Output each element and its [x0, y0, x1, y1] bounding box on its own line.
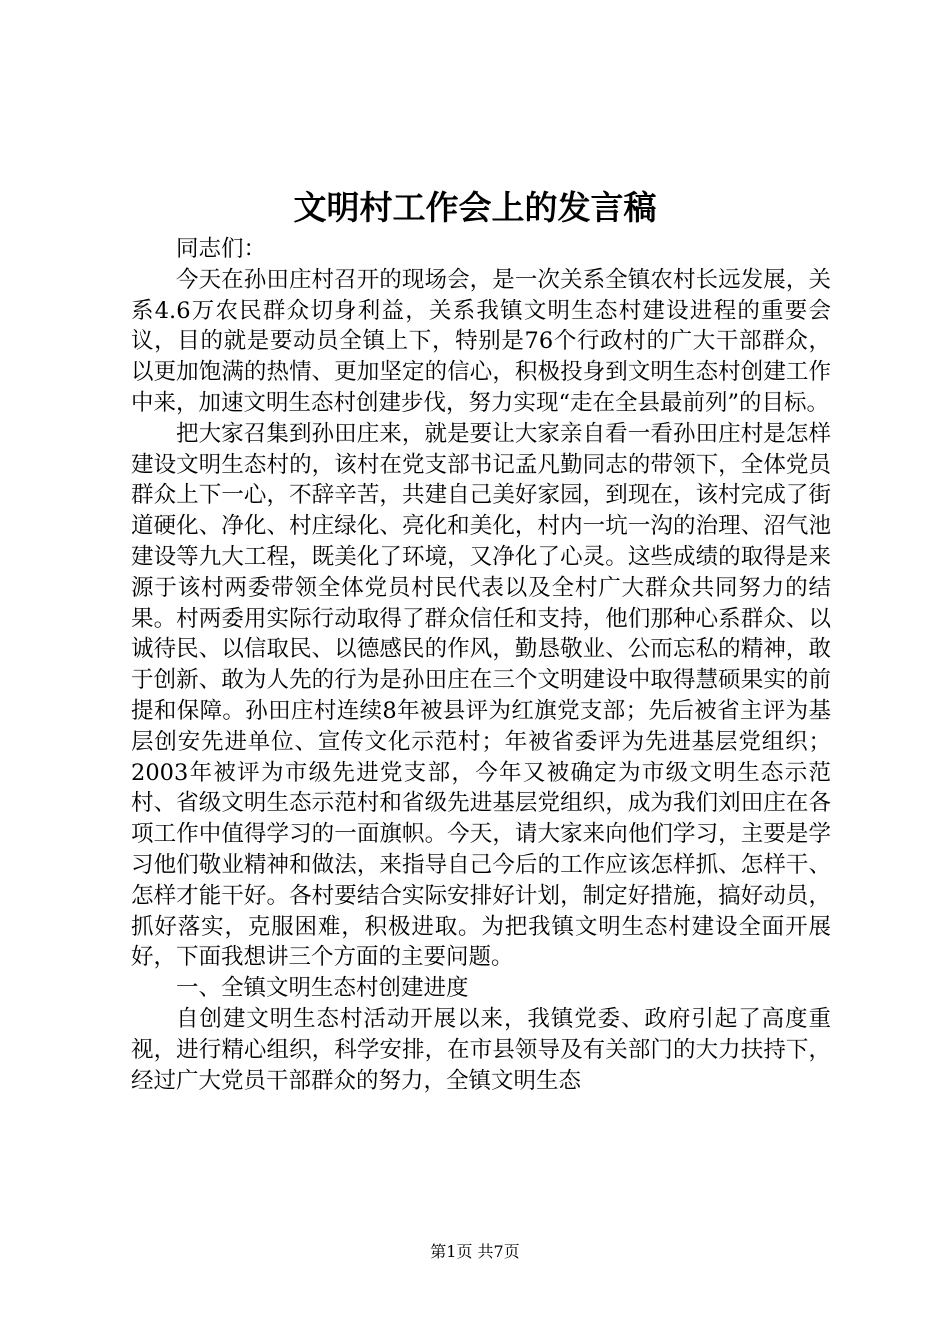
document-body: [131, 234, 831, 1096]
section-heading-progress: 一、全镇文明生态村创建进度: [176, 975, 469, 1002]
progress-paragraph: 自创建文明生态村活动开展以来，我镇党委、政府引起了高度重视，进行精心组织，科学安排，在市县领导及有关部门的大力扶持下，经过广大党员干部群众的努力，全镇文明生态: [131, 1005, 831, 1094]
page-footer: 第1页 共7页: [430, 1242, 520, 1261]
page-title: 文明村工作会上的发言稿: [293, 188, 657, 227]
sun-tian-zhuang-paragraph: 把大家召集到孙田庄来，就是要让大家亲自看一看孙田庄村是怎样建设文明生态村的，该村在党支部书记孟凡勤同志的带领下，全体党员群众上下一心，不辞辛苦，共建自己美好家园，到现在，该村完成了街道硬化、净化、村庄绿化、亮化和美化，村内一坑一沟的治理、沼气池建设等九大工程，既美化了环境，又净化了心灵。这些成绩的取得是来源于该村两委带领全体党员村民代表以及全村广大群众共同努力的结果。村两委用实际行动取得了群众信任和支持，他们那种心系群众、以诚待民、以信取民、以德感民的作风，勤恳敬业、公而忘私的精神，敢于创新、敢为人先的行为是孙田庄在三个文明建设中取得慧硕果实的前提和保障。孙田庄村连续8年被县评为红旗党支部；先后被省主评为基层创安先进单位、宣传文化示范村；年被省委评为先进基层党组织；2003年被评为市级先进党支部，今年又被确定为市级文明生态示范村、省级文明生态示范村和省级先进基层党组织，成为我们刘田庄在各项工作中值得学习的一面旗帜。今天，请大家来向他们学习，主要是学习他们敬业精神和做法，来指导自己今后的工作应该怎样抓、怎样干、怎样才能干好。各村要结合实际安排好计划，制定好措施，搞好动员，抓好落实，克服困难，积极进取。为把我镇文明生态村建设全面开展好，下面我想讲三个方面的主要问题。: [131, 420, 831, 971]
opening-paragraph: 今天在孙田庄村召开的现场会，是一次关系全镇农村长远发展，关系4.6万农民群众切身利益，关系我镇文明生态村建设进程的重要会议，目的就是要动员全镇上下，特别是76个行政村的广大干部群众，以更加饱满的热情、更加坚定的信心，积极投身到文明生态村创建工作中来，加速文明生态村创建步伐，努力实现“走在全县最前列”的目标。: [131, 266, 831, 416]
salutation-paragraph: 同志们：: [176, 236, 267, 262]
